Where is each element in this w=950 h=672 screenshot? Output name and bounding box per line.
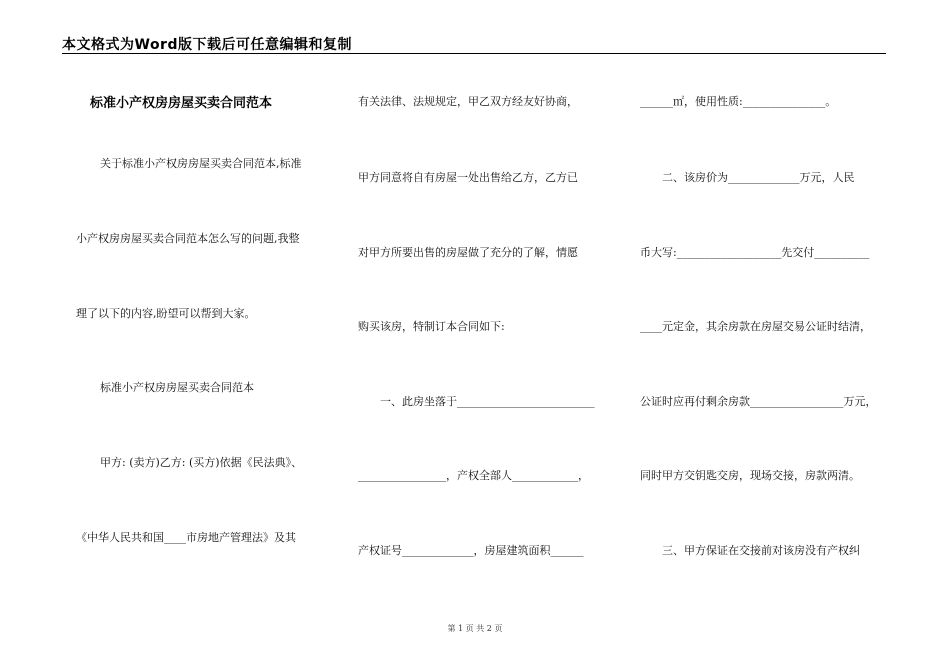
paragraph-line: ____元定金，其余房款在房屋交易公证时结清， <box>640 320 871 333</box>
paragraph-line: 三、甲方保证在交接前对该房没有产权纠 <box>662 544 860 557</box>
paragraph-line: 产权证号_____________，房屋建筑面积______ <box>358 544 584 557</box>
document-title: 标准小产权房房屋买卖合同范本 <box>90 96 273 111</box>
document-header: 本文格式为Word版下载后可任意编辑和复制 <box>62 37 352 53</box>
paragraph-line: 理了以下的内容,盼望可以帮到大家。 <box>76 307 256 320</box>
paragraph-line: 关于标准小产权房房屋买卖合同范本,标准 <box>100 157 302 170</box>
paragraph-line: 购买该房，特制订本合同如下: <box>358 320 505 333</box>
paragraph-line: 对甲方所要出售的房屋做了充分的了解，情愿 <box>358 246 578 259</box>
paragraph-line: 标准小产权房房屋买卖合同范本 <box>100 381 254 394</box>
paragraph-line: ________________，产权全部人____________， <box>358 469 589 482</box>
paragraph-line: 同时甲方交钥匙交房，现场交接，房款两清。 <box>640 469 860 482</box>
paragraph-line: 甲方同意将自有房屋一处出售给乙方，乙方已 <box>358 171 578 184</box>
header-divider <box>62 53 886 54</box>
paragraph-line: 币大写:___________________先交付__________ <box>640 246 870 259</box>
page-number: 第 1 页 共 2 页 <box>447 624 503 633</box>
paragraph-line: 小产权房房屋买卖合同范本怎么写的问题,我整 <box>76 232 300 245</box>
paragraph-line: 一、此房坐落于_________________________ <box>380 395 595 408</box>
paragraph-line: 《中华人民共和国____市房地产管理法》及其 <box>76 531 296 544</box>
paragraph-line: 公证时应再付剩余房款_________________万元， <box>640 395 877 408</box>
paragraph-line: ______㎡，使用性质:_______________。 <box>640 95 837 108</box>
paragraph-line: 有关法律、法规规定，甲乙双方经友好协商， <box>358 95 578 108</box>
paragraph-line: 二、该房价为_____________万元，人民 <box>662 171 855 184</box>
paragraph-line: 甲方: (卖方)乙方: (买方)依据《民法典》、 <box>100 456 303 469</box>
